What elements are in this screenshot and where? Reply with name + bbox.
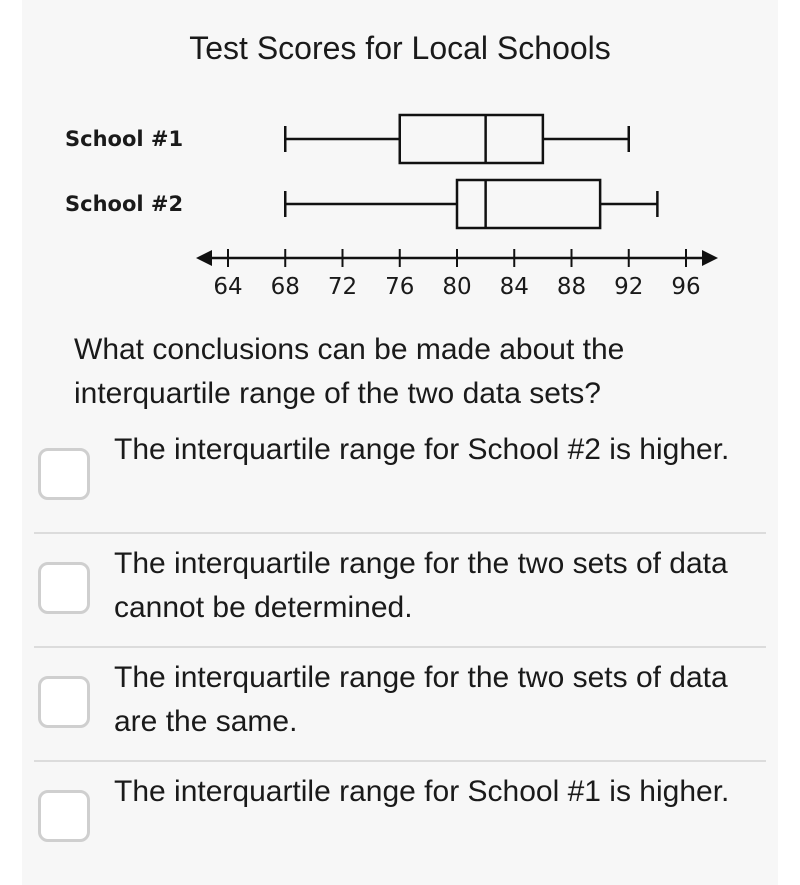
- answer-option-3[interactable]: [34, 648, 766, 762]
- answer-option-4[interactable]: [34, 762, 766, 874]
- answer-option-1[interactable]: [34, 420, 766, 534]
- checkbox-icon[interactable]: [38, 676, 90, 728]
- answer-option-label: The interquartile range for the two sets of data are the same.: [114, 661, 728, 738]
- iqr-box: [400, 115, 543, 163]
- answer-option-label: The interquartile range for School #2 is higher.: [114, 433, 730, 466]
- x-tick-label: 80: [442, 274, 472, 300]
- iqr-box: [457, 180, 600, 228]
- x-tick-label: 84: [499, 274, 529, 300]
- checkbox-icon[interactable]: [38, 790, 90, 842]
- x-tick-label: 92: [614, 274, 644, 300]
- question-text: What conclusions can be made about the interquartile range of the two data sets?: [74, 333, 625, 410]
- checkbox-icon[interactable]: [38, 562, 90, 614]
- x-tick-label: 72: [327, 274, 358, 300]
- answer-option-label: The interquartile range for School #1 is higher.: [114, 775, 730, 808]
- axis-left-arrow: [196, 250, 212, 266]
- box-plot-chart: [0, 0, 800, 310]
- series-label: School #2: [65, 192, 184, 216]
- x-tick-label: 64: [213, 274, 243, 300]
- chart-title: Test Scores for Local Schools: [189, 30, 611, 66]
- series-label: School #1: [65, 127, 184, 151]
- answer-options: [34, 420, 766, 874]
- x-tick-label: 68: [270, 274, 300, 300]
- axis-right-arrow: [702, 250, 718, 266]
- x-tick-label: 88: [556, 274, 587, 300]
- checkbox-icon[interactable]: [38, 448, 90, 500]
- x-tick-label: 76: [385, 274, 415, 300]
- answer-option-2[interactable]: [34, 534, 766, 648]
- x-tick-label: 96: [671, 274, 701, 300]
- answer-option-label: The interquartile range for the two sets of data cannot be determined.: [114, 547, 728, 624]
